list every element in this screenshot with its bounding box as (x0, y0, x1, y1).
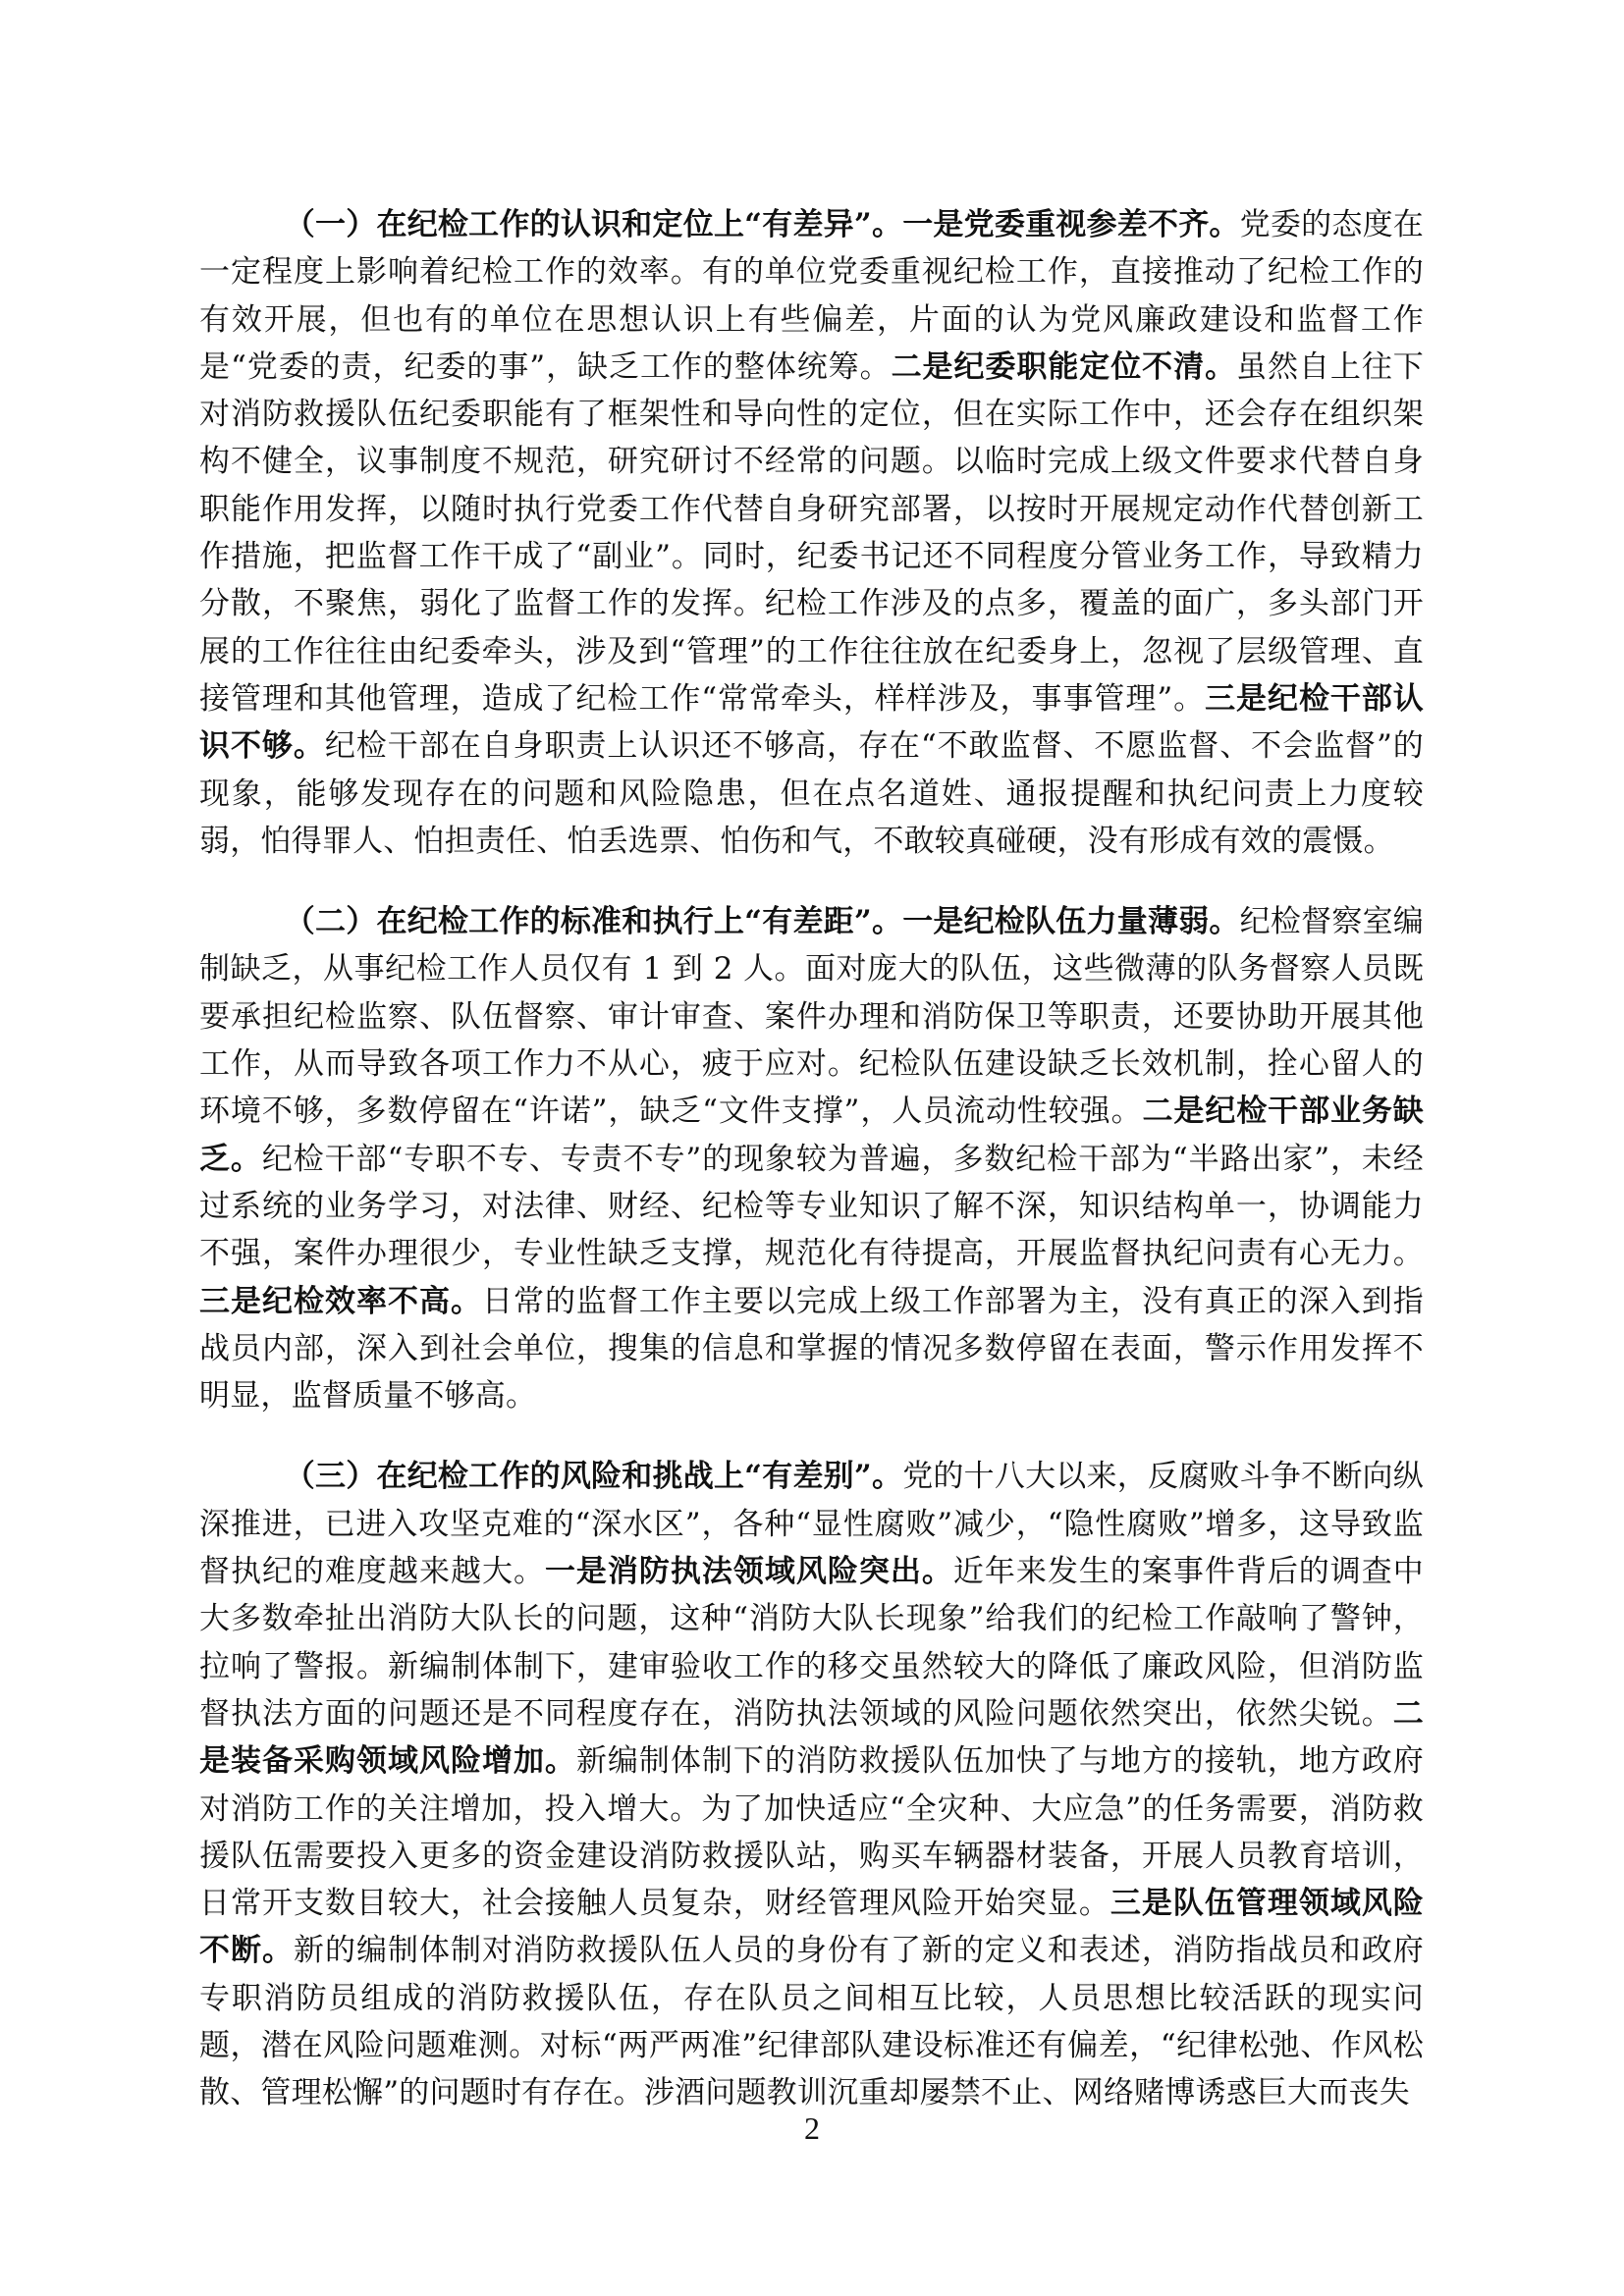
document-page (199, 201, 1424, 2151)
body-text: 虽然自上往下对消防救援队伍纪委职能有了框架性和导向性的定位，但在实际工作中，还会存在组织架构不健全，议事制度不规范，研究研讨不经常的问题。以临时完成上级文件要求代替自身职能作用发挥，以随时执行党委工作代替自身研究部署，以按时开展规定动作代替创新工作措施，把监督工作干成了“副业”。同时，纪委书记还不同程度分管业务工作，导致精力分散，不聚焦，弱化了监督工作的发挥。纪检工作涉及的点多，覆盖的面广，多头部门开展的工作往往由纪委牵头，涉及到“管理”的工作往往放在纪委身上，忽视了层级管理、直接管理和其他管理，造成了纪检工作“常常牵头，样样涉及，事事管理”。 (199, 348, 1425, 717)
section-heading: （一）在纪检工作的认识和定位上“有差异”。 (284, 207, 903, 242)
point-heading: 二是纪检干部业务缺乏。 (199, 1094, 1424, 1177)
point-heading: 一是党委重视参差不齐。 (902, 207, 1240, 242)
body-text: 党的十八大以来，反腐败斗争不断向纵深推进，已进入攻坚克难的“深水区”，各种“显性腐败”减少，“隐性腐败”增多，这导致监督执纪的难度越来越大。 (199, 1459, 1424, 1590)
body-text: 纪检干部“专职不专、专责不专”的现象较为普遍，多数纪检干部为“半路出家”，未经过系统的业务学习，对法律、财经、纪检等专业知识了解不深，知识结构单一，协调能力不强，案件办理很少，专业性缺乏支撑，规范化有待提高，开展监督执纪问责有心无力。 (199, 1141, 1424, 1272)
body-text: 纪检干部在自身职责上认识还不够高，存在“不敢监督、不愿监督、不会监督”的现象，能够发现存在的问题和风险隐患，但在点名道姓、通报提醒和执纪问责上力度较弱，怕得罪人、怕担责任、怕丢选票、怕伤和气，不敢较真碰硬，没有形成有效的震慑。 (199, 728, 1424, 859)
section-heading: （三）在纪检工作的风险和挑战上“有差别”。 (284, 1459, 903, 1495)
body-text: 日常的监督工作主要以完成上级工作部署为主，没有真正的深入到指战员内部，深入到社会单位，搜集的信息和掌握的情况多数停留在表面，警示作用发挥不明显，监督质量不够高。 (199, 1283, 1424, 1415)
paragraph-section-2 (199, 898, 1424, 1419)
point-heading: 二是纪委职能定位不清。 (891, 348, 1237, 385)
page-number: 2 (804, 2110, 820, 2146)
body-text: 新编制体制下的消防救援队伍加快了与地方的接轨，地方政府对消防工作的关注增加，投入增大。为了加快适应“全灾种、大应急”的任务需要，消防救援队伍需要投入更多的资金建设消防救援队站，购买车辆器材装备，开展人员教育培训，日常开支数目较大，社会接触人员复杂，财经管理风险开始突显。 (199, 1743, 1424, 1922)
body-text: 新的编制体制对消防救援队伍人员的身份有了新的定义和表述，消防指战员和政府专职消防员组成的消防救援队伍，存在队员之间相互比较，人员思想比较活跃的现实问题，潜在风险问题难测。对标“两严两准”纪律部队建设标准还有偏差，“纪律松弛、作风松散、管理松懈”的问题时有存在。涉酒问题教训沉重却屡禁不止、网络赌博诱惑巨大而丧失 (199, 1933, 1424, 2111)
point-heading: 一是消防执法领域风险突出。 (544, 1554, 953, 1590)
point-heading: 三是纪检干部认识不够。 (199, 680, 1425, 765)
paragraph-section-1 (199, 201, 1424, 865)
point-heading: 一是纪检队伍力量薄弱。 (902, 904, 1240, 940)
body-text: 党委的态度在一定程度上影响着纪检工作的效率。有的单位党委重视纪检工作，直接推动了纪检工作的有效开展，但也有的单位在思想认识上有些偏差，片面的认为党风廉政建设和监督工作是“党委的责，纪委的事”，缺乏工作的整体统筹。 (199, 207, 1424, 385)
body-text: 近年来发生的案事件背后的调查中大多数牵扯出消防大队长的问题，这种“消防大队长现象”给我们的纪检工作敲响了警钟，拉响了警报。新编制体制下，建审验收工作的移交虽然较大的降低了廉政风险，但消防监督执法方面的问题还是不同程度存在，消防执法领域的风险问题依然突出，依然尖锐。 (199, 1554, 1424, 1732)
section-heading: （二）在纪检工作的标准和执行上“有差距”。 (284, 904, 903, 940)
body-text: 纪检督察室编制缺乏，从事纪检工作人员仅有 1 到 2 人。面对庞大的队伍，这些微薄的队务督察人员既要承担纪检监察、队伍督察、审计审查、案件办理和消防保卫等职责，还要协助开展其他工作，从而导致各项工作力不从心，疲于应对。纪检队伍建设缺乏长效机制，拴心留人的环境不够，多数停留在“许诺”，缺乏“文件支撑”，人员流动性较强。 (199, 904, 1424, 1130)
point-heading: 三是队伍管理领域风险不断。 (199, 1886, 1425, 1969)
point-heading: 二是装备采购领域风险增加。 (199, 1695, 1424, 1780)
point-heading: 三是纪检效率不高。 (199, 1283, 482, 1319)
paragraph-section-3 (199, 1453, 1424, 2116)
